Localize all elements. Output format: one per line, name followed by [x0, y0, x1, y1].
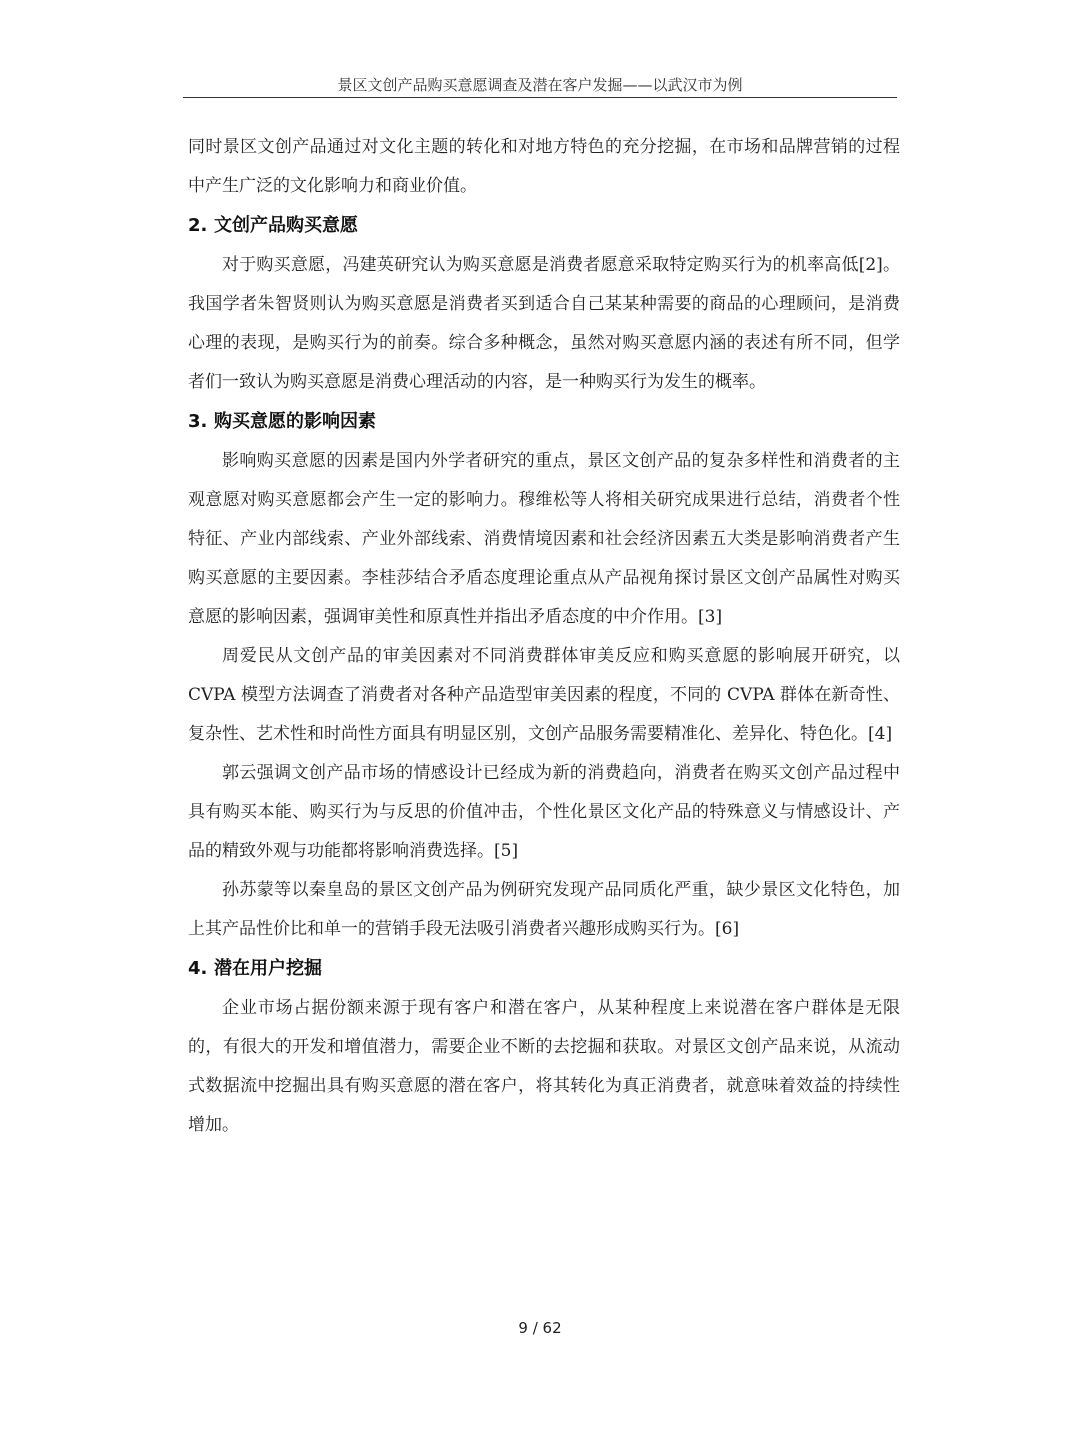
page-body — [188, 128, 900, 1145]
body-paragraph: 企业市场占据份额来源于现有客户和潜在客户，从某种程度上来说潜在客户群体是无限的，有很大的开发和增值潜力，需要企业不断的去挖掘和获取。对景区文创产品来说，从流动式数据流中挖掘出具有购买意愿的潜在客户，将其转化为真正消费者，就意味着效益的持续性增加。 — [188, 998, 900, 1135]
total-pages: 62 — [542, 1319, 562, 1337]
page-footer — [0, 1316, 1080, 1340]
body-paragraph: 周爱民从文创产品的审美因素对不同消费群体审美反应和购买意愿的影响展开研究，以 CVPA 模型方法调查了消费者对各种产品造型审美因素的程度，不同的 CVPA 群体在新奇性、复杂性、艺术性和时尚性方面具有明显区别，文创产品服务需要精准化、差异化、特色化。[4] — [188, 646, 900, 744]
body-paragraph: 孙苏蒙等以秦皇岛的景区文创产品为例研究发现产品同质化严重，缺少景区文化特色，加上其产品性价比和单一的营销手段无法吸引消费者兴趣形成购买行为。[6] — [188, 880, 900, 939]
section-heading-4 — [188, 949, 900, 989]
section-heading-2 — [188, 206, 900, 246]
section-number: 2. — [188, 215, 208, 236]
section-number: 4. — [188, 958, 208, 979]
page-number: 9 — [518, 1319, 528, 1337]
intro-paragraph: 同时景区文创产品通过对文化主题的转化和对地方特色的充分挖掘，在市场和品牌营销的过程中产生广泛的文化影响力和商业价值。 — [188, 137, 900, 196]
section-title: 文创产品购买意愿 — [214, 215, 358, 236]
header-divider — [183, 97, 897, 98]
section-title: 潜在用户挖掘 — [214, 958, 322, 979]
section-title: 购买意愿的影响因素 — [214, 411, 376, 432]
body-paragraph: 影响购买意愿的因素是国内外学者研究的重点，景区文创产品的复杂多样性和消费者的主观意愿对购买意愿都会产生一定的影响力。穆维松等人将相关研究成果进行总结，消费者个性特征、产业内部线索、产业外部线索、消费情境因素和社会经济因素五大类是影响消费者产生购买意愿的主要因素。李桂莎结合矛盾态度理论重点从产品视角探讨景区文创产品属性对购买意愿的影响因素，强调审美性和原真性并指出矛盾态度的中介作用。[3] — [188, 451, 900, 627]
section-number: 3. — [188, 411, 208, 432]
running-header: 景区文创产品购买意愿调查及潜在客户发掘——以武汉市为例 — [337, 76, 743, 94]
body-paragraph: 郭云强调文创产品市场的情感设计已经成为新的消费趋向，消费者在购买文创产品过程中具有购买本能、购买行为与反思的价值冲击，个性化景区文化产品的特殊意义与情感设计、产品的精致外观与功能都将影响消费选择。[5] — [188, 763, 900, 861]
body-paragraph: 对于购买意愿，冯建英研究认为购买意愿是消费者愿意采取特定购买行为的机率高低[2]。我国学者朱智贤则认为购买意愿是消费者买到适合自己某某种需要的商品的心理顾问，是消费心理的表现，是购买行为的前奏。综合多种概念，虽然对购买意愿内涵的表述有所不同，但学者们一致认为购买意愿是消费心理活动的内容，是一种购买行为发生的概率。 — [188, 255, 900, 392]
section-heading-3 — [188, 402, 900, 442]
page-separator: / — [532, 1319, 538, 1337]
